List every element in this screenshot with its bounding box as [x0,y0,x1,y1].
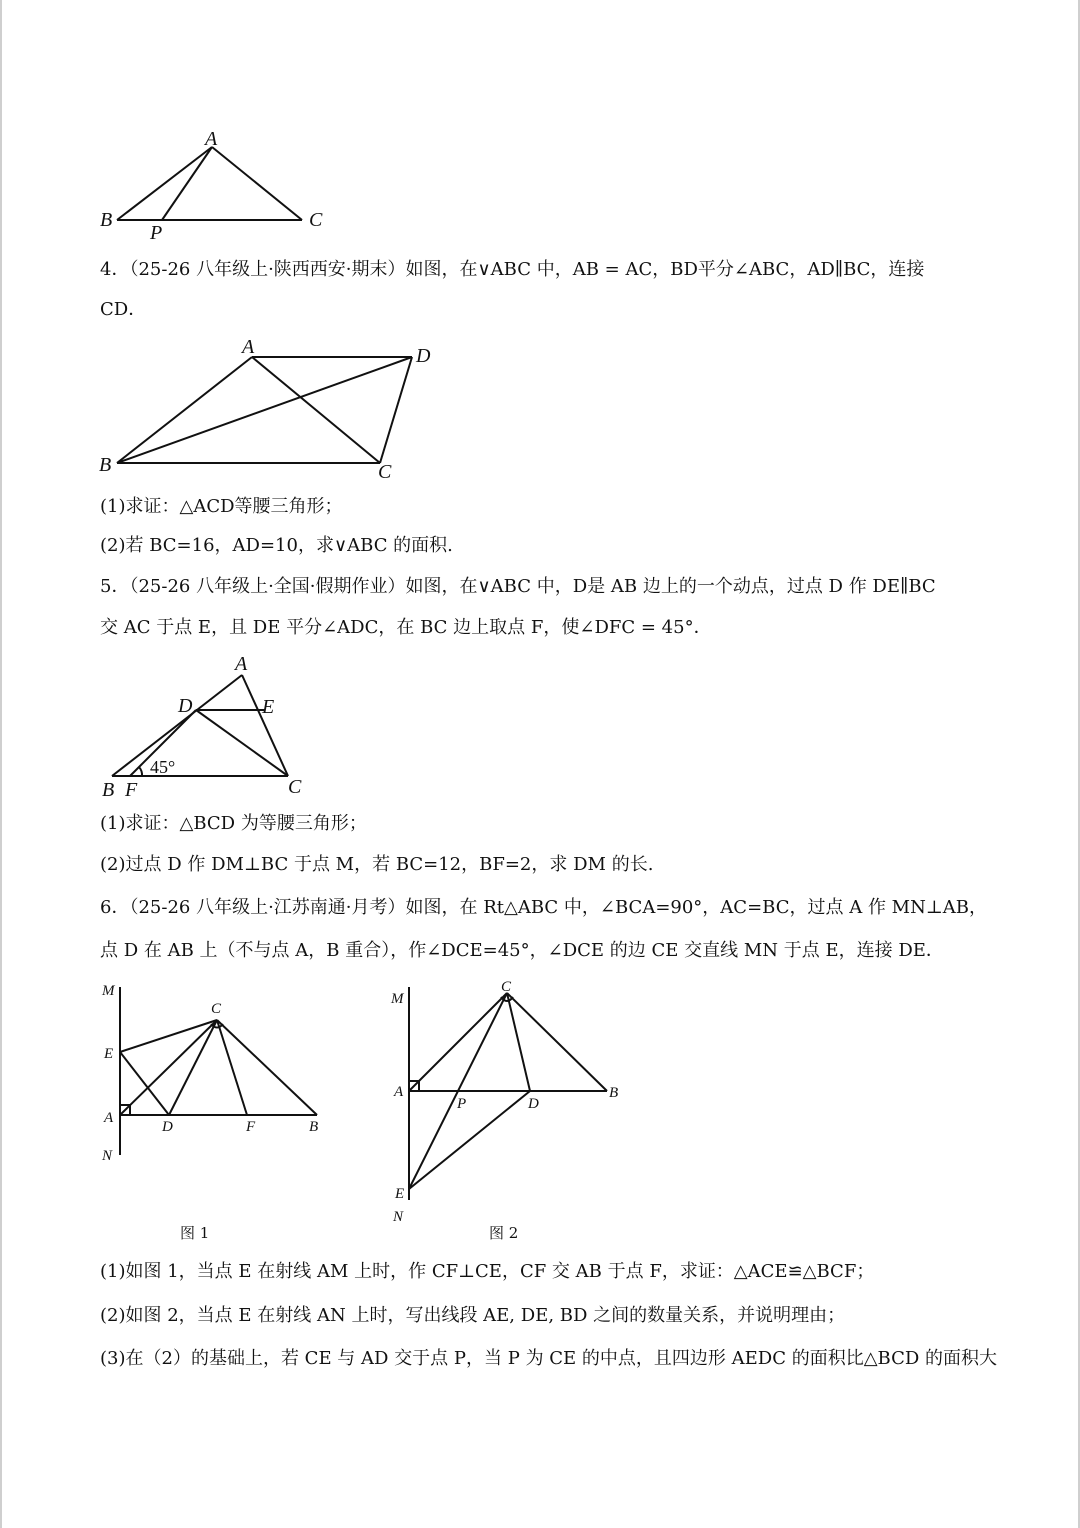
label-B: B [309,1119,319,1135]
quadrilateral-figure-problem-4 [92,335,442,485]
label-P: P [457,1096,467,1112]
problem-5-text: 5．（25-26 八年级上·全国·假期作业）如图，在∨ABC 中，D是 AB 边上的一个动点，过点 D 作 DE∥BC [100,576,936,597]
label-F: F [246,1119,256,1135]
label-F: F [125,779,138,801]
label-A: A [104,1110,114,1126]
problem-4-text: 4．（25-26 八年级上·陕西西安·期末）如图，在∨ABC 中，AB = AC，BD平分∠ABC，AD∥BC，连接 [100,259,925,280]
figure-2-caption: 图 2 [489,1224,519,1242]
angle-45-label: 45° [150,757,176,777]
problem-4-part-2: (2)若 BC=16，AD=10，求∨ABC 的面积. [100,535,453,556]
label-D: D [178,695,193,717]
triangle-figure-problem-3 [92,125,342,245]
label-D: D [528,1096,539,1112]
problem-6-text-cont: 点 D 在 AB 上（不与点 A，B 重合），作∠DCE=45°，∠DCE 的边 CE 交直线 MN 于点 E，连接 DE． [100,940,944,961]
label-B: B [102,779,115,801]
label-A: A [242,336,255,358]
label-C: C [501,979,512,995]
label-A: A [205,128,218,150]
label-P: P [150,222,163,244]
label-N: N [102,1148,113,1164]
figure-1-problem-6 [92,975,342,1175]
label-C: C [309,209,323,231]
label-C: C [288,776,302,798]
label-B: B [100,209,113,231]
figure-2-problem-6 [387,975,637,1225]
label-A: A [235,653,248,675]
triangle-figure-problem-5 [92,652,322,802]
label-E: E [104,1046,114,1062]
label-M: M [102,983,115,999]
problem-4-part-1: (1)求证：△ACD等腰三角形； [100,496,343,517]
label-M: M [391,991,404,1007]
label-D: D [162,1119,173,1135]
label-N: N [393,1209,404,1225]
label-C: C [378,461,392,483]
problem-6-part-1: (1)如图 1，当点 E 在射线 AM 上时，作 CF⊥CE，CF 交 AB 于点 F，求证：△ACE≌△BCF； [100,1261,875,1282]
label-B: B [609,1085,619,1101]
problem-6-text: 6．（25-26 八年级上·江苏南通·月考）如图，在 Rt△ABC 中，∠BCA=90°，AC=BC，过点 A 作 MN⊥AB， [100,897,987,918]
label-E: E [395,1186,405,1202]
problem-5-part-1: (1)求证：△BCD 为等腰三角形； [100,813,367,834]
label-C: C [211,1001,222,1017]
label-E: E [262,696,275,718]
label-D: D [416,345,431,367]
problem-6-part-2: (2)如图 2，当点 E 在射线 AN 上时，写出线段 AE, DE, BD 之间的数量关系，并说明理由； [100,1305,846,1326]
label-A: A [394,1084,404,1100]
figure-1-caption: 图 1 [180,1224,210,1242]
problem-5-text-cont: 交 AC 于点 E，且 DE 平分∠ADC，在 BC 边上取点 F，使∠DFC = 45°． [100,617,712,638]
problem-5-part-2: (2)过点 D 作 DM⊥BC 于点 M，若 BC=12，BF=2，求 DM 的长. [100,854,654,875]
label-B: B [99,454,112,476]
problem-4-text-cont: CD． [100,299,147,320]
problem-6-part-3: (3)在（2）的基础上，若 CE 与 AD 交于点 P，当 P 为 CE 的中点，且四边形 AEDC 的面积比△BCD 的面积大 [100,1348,998,1369]
